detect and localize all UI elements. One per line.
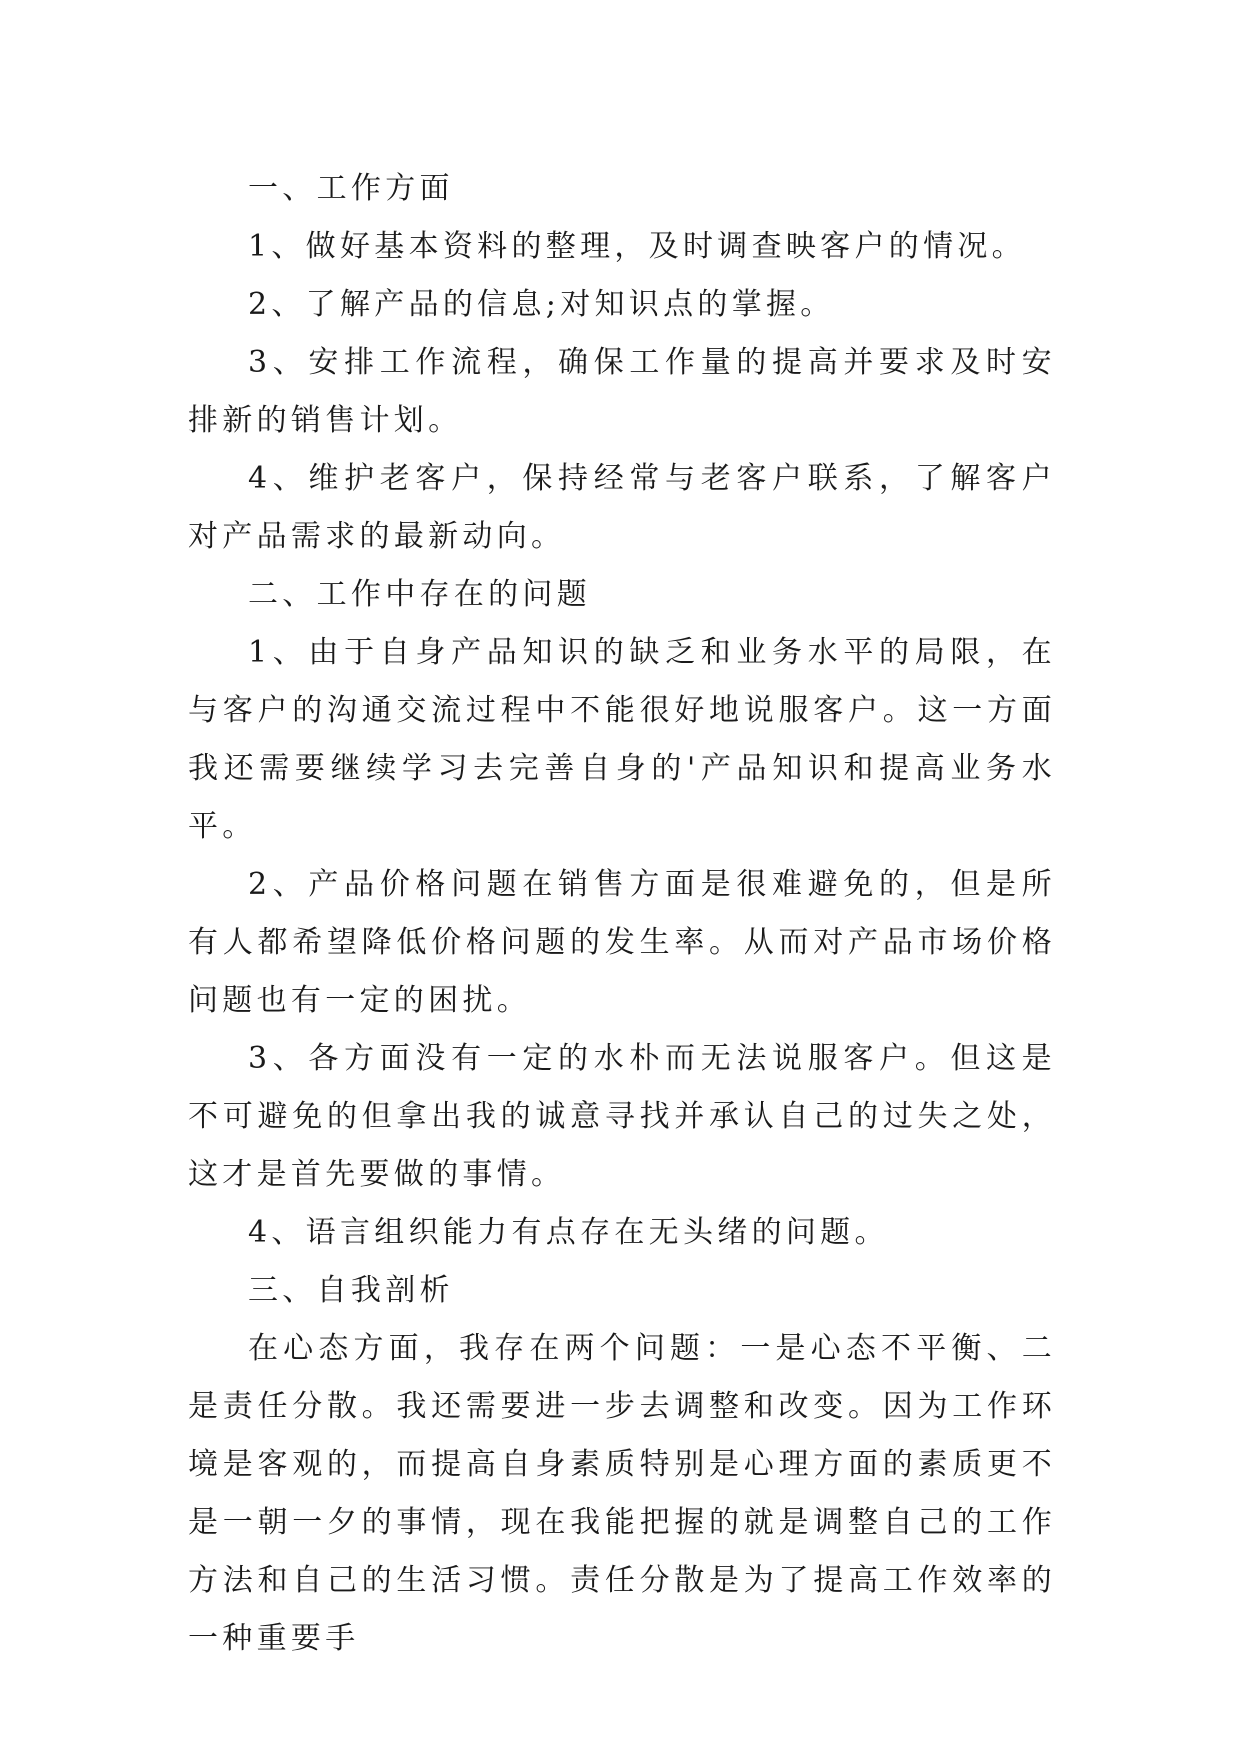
- paragraph-problem-item-1: 1、由于自身产品知识的缺乏和业务水平的局限，在与客户的沟通交流过程中不能很好地说服客户。这一方面我还需要继续学习去完善自身的'产品知识和提高业务水平。: [188, 635, 1056, 844]
- paragraph-problem-item-3: 3、各方面没有一定的水朴而无法说服客户。但这是不可避免的但拿出我的诚意寻找并承认自己的过失之处，这才是首先要做的事情。: [188, 1041, 1056, 1192]
- section-heading-work: 一、工作方面: [248, 171, 454, 206]
- document-body: [188, 160, 1056, 1668]
- section-heading-self-analysis: 三、自我剖析: [248, 1273, 454, 1308]
- paragraph-self-analysis: 在心态方面，我存在两个问题：一是心态不平衡、二是责任分散。我还需要进一步去调整和改变。因为工作环境是客观的，而提高自身素质特别是心理方面的素质更不是一朝一夕的事情，现在我能把握的就是调整自己的工作方法和自己的生活习惯。责任分散是为了提高工作效率的一种重要手: [188, 1331, 1056, 1656]
- paragraph-work-item-1: 1、做好基本资料的整理，及时调查映客户的情况。: [248, 229, 1026, 264]
- paragraph-problem-item-4: 4、语言组织能力有点存在无头绪的问题。: [248, 1215, 889, 1250]
- paragraph-work-item-4: 4、维护老客户，保持经常与老客户联系，了解客户对产品需求的最新动向。: [188, 461, 1056, 554]
- section-heading-problems: 二、工作中存在的问题: [248, 577, 591, 612]
- paragraph-work-item-2: 2、了解产品的信息;对知识点的掌握。: [248, 287, 835, 322]
- paragraph-work-item-3: 3、安排工作流程，确保工作量的提高并要求及时安排新的销售计划。: [188, 345, 1056, 438]
- paragraph-problem-item-2: 2、产品价格问题在销售方面是很难避免的，但是所有人都希望降低价格问题的发生率。从而对产品市场价格问题也有一定的困扰。: [188, 867, 1056, 1018]
